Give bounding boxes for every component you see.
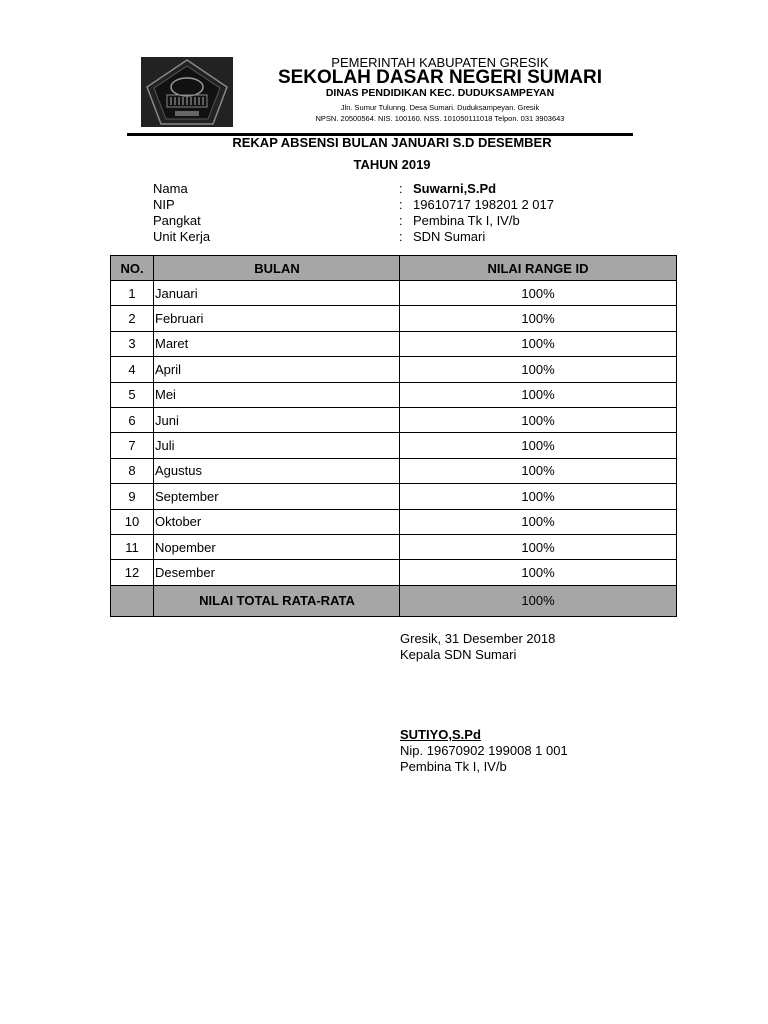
table-row: [111, 281, 677, 306]
table-row: [111, 458, 677, 483]
row-month: Juli: [154, 433, 400, 458]
row-month: Oktober: [154, 509, 400, 534]
school-identifiers: NPSN. 20500564. NIS. 100160. NSS. 101050111018 Telpon. 031 3903643: [315, 114, 565, 123]
school-emblem-icon: [141, 57, 233, 127]
table-row: [111, 357, 677, 382]
row-no: 3: [111, 331, 154, 356]
row-month: Mei: [154, 382, 400, 407]
row-value: 100%: [400, 407, 677, 432]
table-header-row: [111, 256, 677, 281]
row-value: 100%: [400, 560, 677, 585]
table-row: [111, 534, 677, 559]
table-row: [111, 331, 677, 356]
info-label-unit-kerja: Unit Kerja: [153, 229, 211, 244]
row-value: 100%: [400, 433, 677, 458]
row-no: 10: [111, 509, 154, 534]
row-value: 100%: [400, 534, 677, 559]
department-name: DINAS PENDIDIKAN KEC. DUDUKSAMPEYAN: [325, 87, 555, 99]
info-colon: :: [399, 229, 403, 244]
table-row: [111, 484, 677, 509]
government-name: PEMERINTAH KABUPATEN GRESIK: [331, 55, 549, 70]
row-value: 100%: [400, 509, 677, 534]
row-no: 4: [111, 357, 154, 382]
document-year: TAHUN 2019: [353, 157, 431, 172]
row-no: 1: [111, 281, 154, 306]
row-month: Desember: [154, 560, 400, 585]
row-no: 11: [111, 534, 154, 559]
header-nilai: NILAI RANGE ID: [400, 256, 677, 281]
row-no: 7: [111, 433, 154, 458]
row-month: Agustus: [154, 458, 400, 483]
row-no: 2: [111, 306, 154, 331]
row-month: Januari: [154, 281, 400, 306]
info-label-pangkat: Pangkat: [153, 213, 201, 228]
row-value: 100%: [400, 306, 677, 331]
info-value-nip: 19610717 198201 2 017: [413, 197, 554, 212]
row-no: 9: [111, 484, 154, 509]
info-label-nip: NIP: [153, 197, 175, 212]
row-value: 100%: [400, 331, 677, 356]
school-address: Jln. Sumur Tulunng. Desa Sumari. Duduksampeyan. Gresik: [340, 103, 540, 112]
row-value: 100%: [400, 281, 677, 306]
table-row: [111, 433, 677, 458]
row-month: Februari: [154, 306, 400, 331]
signature-name: SUTIYO,S.Pd: [400, 727, 481, 742]
info-colon: :: [399, 213, 403, 228]
row-month: Juni: [154, 407, 400, 432]
row-value: 100%: [400, 382, 677, 407]
total-value: 100%: [400, 585, 677, 616]
table-row: [111, 560, 677, 585]
info-value-unit-kerja: SDN Sumari: [413, 229, 486, 244]
row-month: April: [154, 357, 400, 382]
total-label: NILAI TOTAL RATA-RATA: [154, 585, 400, 616]
info-value-pangkat: Pembina Tk I, IV/b: [413, 213, 520, 228]
header-bulan: BULAN: [154, 256, 400, 281]
info-value-nama: Suwarni,S.Pd: [413, 181, 497, 196]
signature-place-date: Gresik, 31 Desember 2018: [400, 631, 556, 646]
table-row: [111, 306, 677, 331]
table-row: [111, 382, 677, 407]
table-row: [111, 509, 677, 534]
info-label-nama: Nama: [153, 181, 188, 196]
header-no: NO.: [111, 256, 154, 281]
row-month: Nopember: [154, 534, 400, 559]
row-no: 8: [111, 458, 154, 483]
row-value: 100%: [400, 357, 677, 382]
signature-nip: Nip. 19670902 199008 1 001: [400, 743, 568, 758]
info-colon: :: [399, 197, 403, 212]
row-no: 6: [111, 407, 154, 432]
school-name: SEKOLAH DASAR NEGERI SUMARI: [277, 67, 603, 88]
info-colon: :: [399, 181, 403, 196]
table-row: [111, 407, 677, 432]
attendance-table: [110, 255, 677, 617]
row-month: September: [154, 484, 400, 509]
document-title: REKAP ABSENSI BULAN JANUARI S.D DESEMBER: [232, 135, 552, 150]
row-no: 5: [111, 382, 154, 407]
signature-rank: Pembina Tk I, IV/b: [400, 759, 507, 774]
table-total-row: [111, 585, 677, 616]
signature-position: Kepala SDN Sumari: [400, 647, 517, 662]
row-value: 100%: [400, 458, 677, 483]
row-no: 12: [111, 560, 154, 585]
row-value: 100%: [400, 484, 677, 509]
row-month: Maret: [154, 331, 400, 356]
total-empty-cell: [111, 585, 154, 616]
